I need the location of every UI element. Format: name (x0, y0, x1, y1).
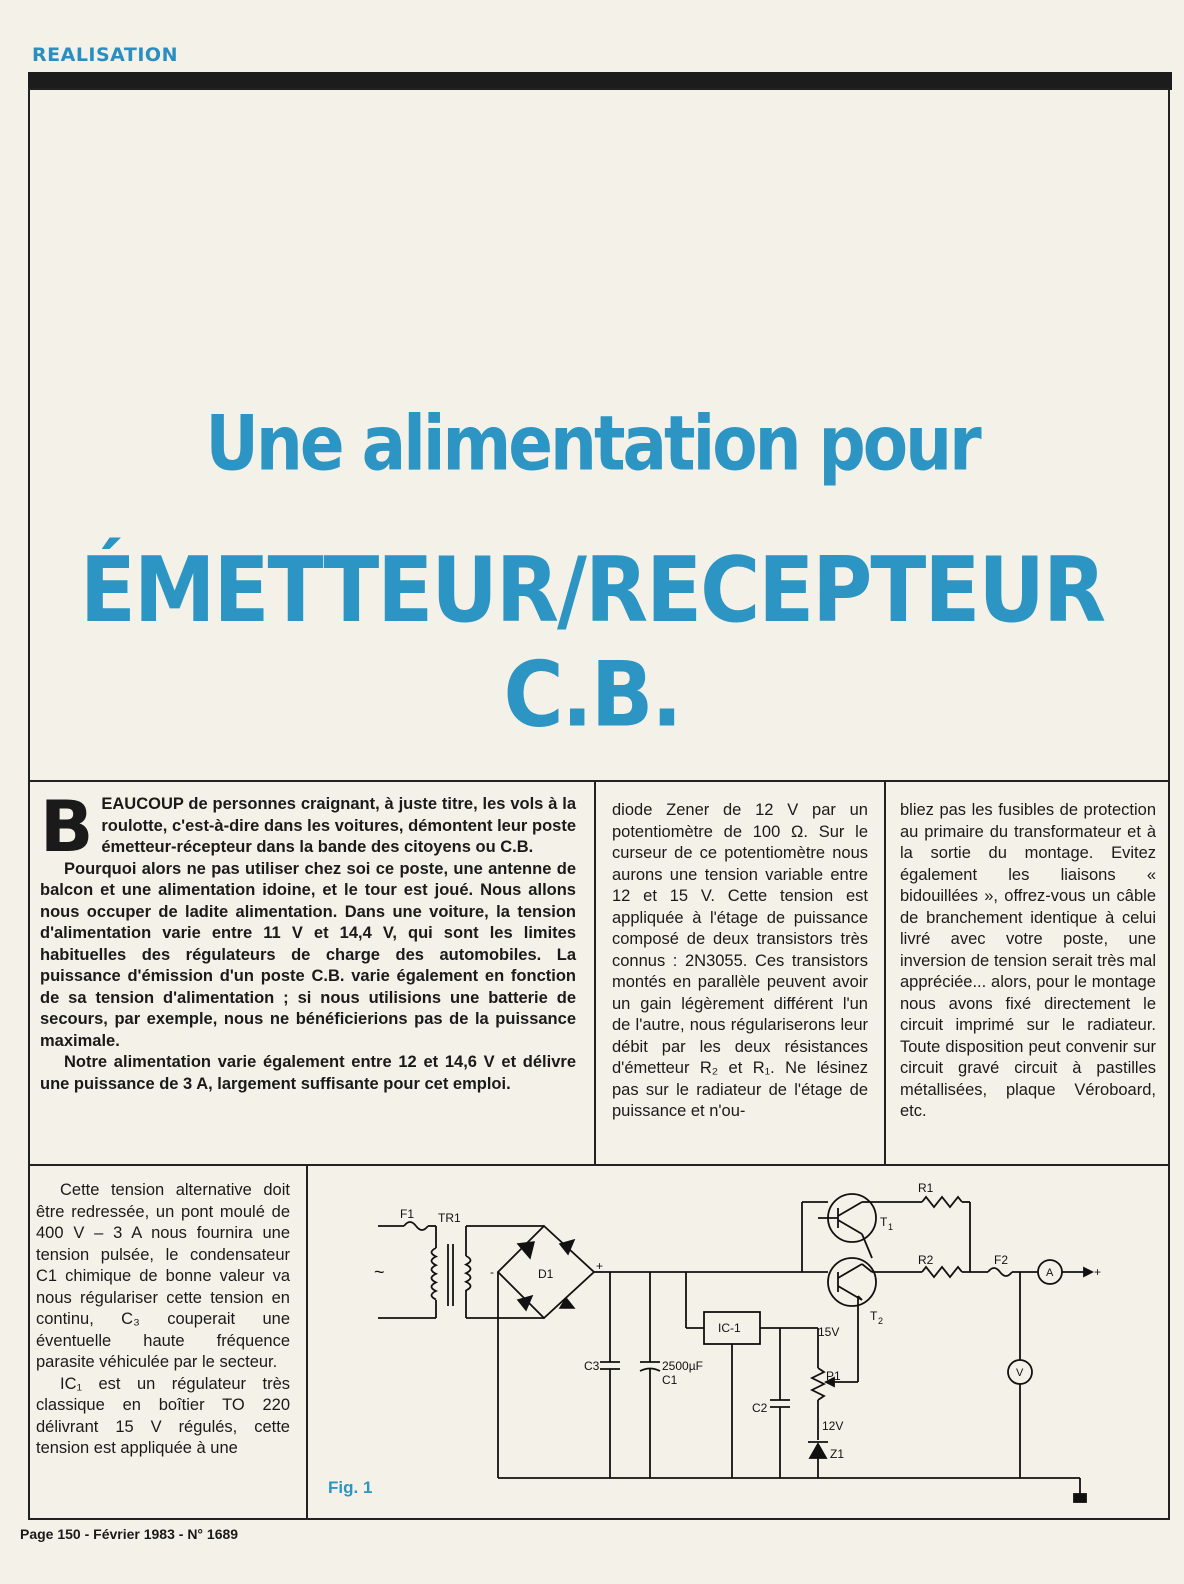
label-15v: 15V (818, 1325, 840, 1339)
label-c2: C2 (752, 1401, 768, 1415)
label-t2: T (870, 1309, 878, 1323)
label-t1-sub: 1 (888, 1222, 894, 1232)
label-tr1: TR1 (438, 1211, 461, 1225)
title-line-2: ÉMETTEUR/RECEPTEUR C.B. (79, 538, 1105, 748)
divider-figure (306, 1164, 308, 1520)
divider-top (28, 780, 1170, 782)
body-column-3 (900, 800, 1156, 1123)
intro-paragraph-3: Notre alimentation varie également entre 12 et 14,6 V et délivre une puissance de 3 A, largement suffisante pour cet emploi. (40, 1053, 576, 1093)
drop-cap: B (40, 786, 94, 868)
label-z1: Z1 (830, 1447, 845, 1461)
label-c3: C3 (584, 1359, 600, 1373)
column-3-text: bliez pas les fusibles de protection au primaire du transformateur et à la sortie du montage. Evitez également les liaisons « bidouillées », offrez-vous un câble de branchement identique à celui livré avec votre poste, une inversion de tension serait très mal appréciée... alors, pour le montage nous avons fixé directement le circuit imprimé sur le radiateur. Toute disposition peut convenir sur circuit gravé circuit à pastilles métallisées, plaque Véroboard, etc. (900, 801, 1156, 1120)
label-c1: C1 (662, 1373, 678, 1387)
label-plus: + (596, 1259, 604, 1273)
section-label: REALISATION (32, 44, 178, 66)
divider-middle (28, 1164, 1170, 1166)
circuit-schematic (312, 1168, 1170, 1520)
label-r2: R2 (918, 1253, 934, 1267)
label-c1-value: 2500µF (662, 1359, 703, 1373)
figure-caption: Fig. 1 (328, 1478, 373, 1497)
label-r1: R1 (918, 1181, 934, 1195)
label-t1: T (880, 1215, 888, 1229)
intro-column (40, 786, 576, 1095)
page-footer: Page 150 - Février 1983 - N° 1689 (20, 1526, 239, 1542)
label-p1: P1 (826, 1369, 841, 1383)
column-4-paragraph-1: Cette tension alternative doit être redressée, un pont moulé de 400 V – 3 A nous fournira une tension pulsée, le condensateur C1 chimique de bonne valeur va nous régulariser cette tension en continu, C₃ couperait une éventuelle haute fréquence parasite véhiculée par le secteur. (36, 1181, 290, 1371)
label-12v: 12V (822, 1419, 844, 1433)
divider-col-2 (884, 780, 886, 1166)
intro-paragraph-2: Pourquoi alors ne pas utiliser chez soi ce poste, une antenne de balcon et une alimentation idoine, et le tour est joué. Nous allons nous occuper de ladite alimentation. Dans une voiture, la tension d'alimentation varie entre 11 V et 14,4 V, qui sont les limites habituelles des régulateurs de charge des automobiles. La puissance d'émission d'un poste C.B. varie également en fonction de sa tension d'alimentation ; si nous utilisions une batterie de secours, par exemple, nous ne bénéficierions pas de la puissance maximale. (40, 859, 576, 1050)
label-t2-sub: 2 (878, 1316, 884, 1326)
label-ac: ~ (374, 1262, 385, 1282)
intro-paragraph-1: EAUCOUP de personnes craignant, à juste titre, les vols à la roulotte, c'est-à-dire dans les voitures, démontent leur poste émetteur-récepteur dans la bande des citoyens ou C.B. (101, 795, 576, 856)
body-column-4 (36, 1180, 290, 1460)
label-ammeter: A (1046, 1267, 1054, 1279)
divider-col-1 (594, 780, 596, 1166)
body-column-2 (612, 800, 868, 1123)
label-ic1: IC-1 (718, 1321, 741, 1335)
label-f2: F2 (994, 1253, 1009, 1267)
column-2-text: diode Zener de 12 V par un potentiomètre de 100 Ω. Sur le curseur de ce potentiomètre nous aurons une tension variable entre 12 et 15 V. Cette tension est appliquée à l'étage de puissance composé de deux transistors très connus : 2N3055. Ces transistors montés en parallèle peuvent avoir un gain légèrement différent l'un de l'autre, nous régulariserons leur débit par les deux résistances d'émetteur R₂ et R₁. Ne lésinez pas sur le radiateur de l'étage de puissance et n'ou- (612, 801, 868, 1120)
label-voltmeter: V (1016, 1367, 1024, 1379)
label-out-plus: + (1094, 1265, 1102, 1279)
column-4-paragraph-2: IC₁ est un régulateur très classique en boîtier TO 220 délivrant 15 V régulés, cette tension est appliquée à une (36, 1374, 290, 1457)
label-d1: D1 (538, 1267, 554, 1281)
label-f1: F1 (400, 1207, 415, 1221)
title-line-1: Une alimentation pour (205, 399, 979, 488)
label-minus: - (490, 1265, 494, 1279)
